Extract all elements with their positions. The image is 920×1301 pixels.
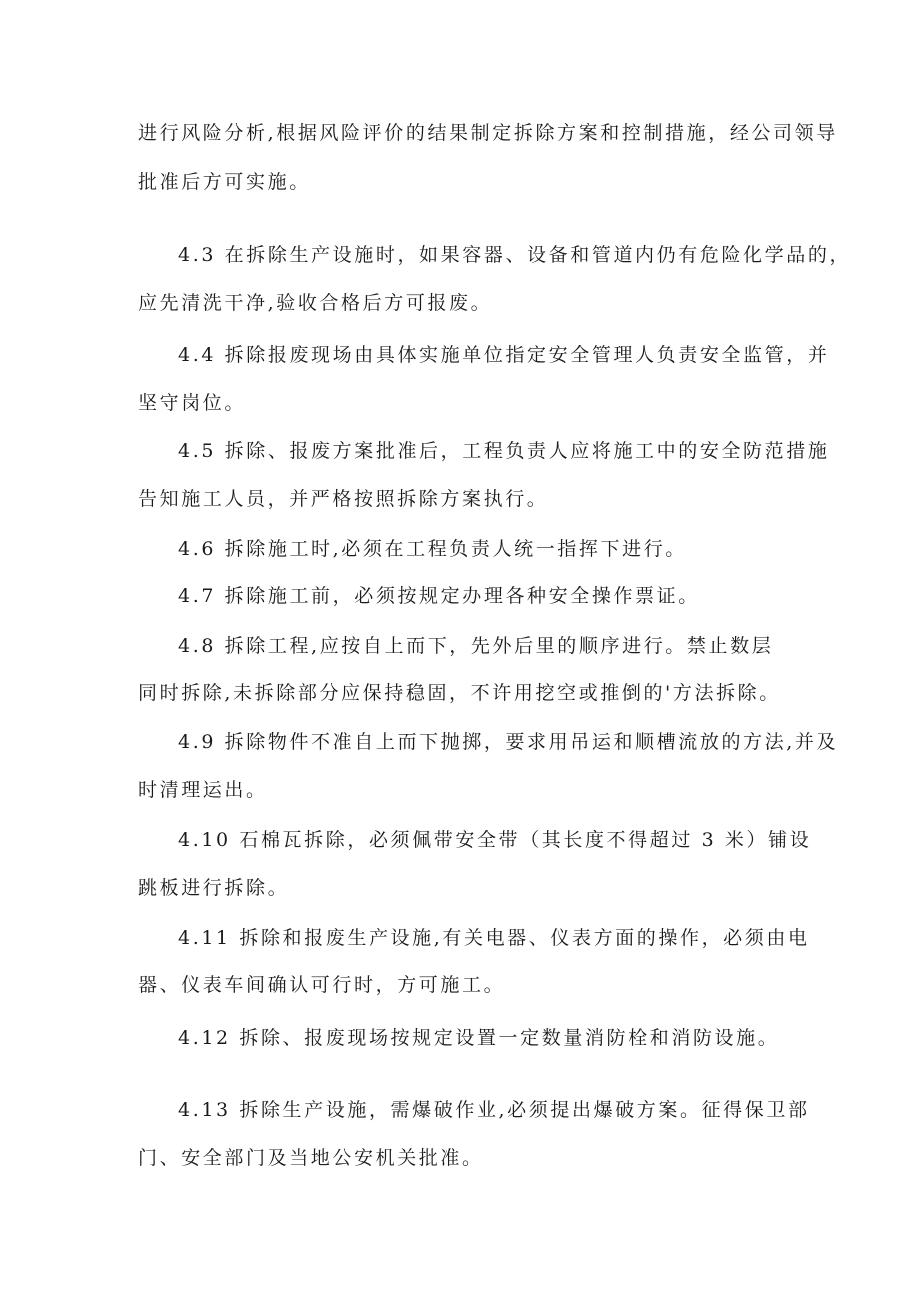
text-line: 4.10 石棉瓦拆除，必须佩带安全带（其长度不得超过 3 米）铺设 (178, 829, 812, 851)
text-line: 4.12 拆除、报废现场按规定设置一定数量消防栓和消防设施。 (178, 1027, 780, 1049)
text-line: 应先清洗干净,验收合格后方可报废。 (138, 292, 493, 314)
text-line: 同时拆除,未拆除部分应保持稳固，不许用挖空或推倒的'方法拆除。 (138, 682, 781, 704)
text-line: 4.8 拆除工程,应按自上而下，先外后里的顺序进行。禁止数层 (178, 635, 774, 657)
text-line: 门、安全部门及当地公安机关批准。 (138, 1147, 484, 1169)
text-line: 坚守岗位。 (138, 392, 247, 414)
text-line: 时清理运出。 (138, 779, 268, 801)
text-line: 4.4 拆除报废现场由具体实施单位指定安全管理人负责安全监管，并 (178, 344, 830, 366)
text-line: 告知施工人员，并严格按照拆除方案执行。 (138, 488, 549, 510)
text-line: 批准后方可实施。 (138, 171, 311, 193)
text-line: 4.9 拆除物件不准自上而下抛掷，要求用吊运和顺槽流放的方法,并及 (178, 731, 839, 753)
text-line: 进行风险分析,根据风险评价的结果制定拆除方案和控制措施，经公司领导 (138, 122, 838, 144)
text-line: 4.13 拆除生产设施，需爆破作业,必须提出爆破方案。征得保卫部 (178, 1099, 810, 1121)
text-line: 4.5 拆除、报废方案批准后，工程负责人应将施工中的安全防范措施 (178, 440, 830, 462)
text-line: 4.6 拆除施工时,必须在工程负责人统一指挥下进行。 (178, 538, 687, 560)
text-line: 跳板进行拆除。 (138, 877, 290, 899)
text-line: 4.3 在拆除生产设施时，如果容器、设备和管道内仍有危险化学品的， (178, 244, 852, 266)
text-line: 4.11 拆除和报废生产设施,有关电器、仪表方面的操作，必须由电 (178, 927, 810, 949)
text-line: 4.7 拆除施工前，必须按规定办理各种安全操作票证。 (178, 585, 700, 607)
text-line: 器、仪表车间确认可行时，方可施工。 (138, 974, 506, 996)
